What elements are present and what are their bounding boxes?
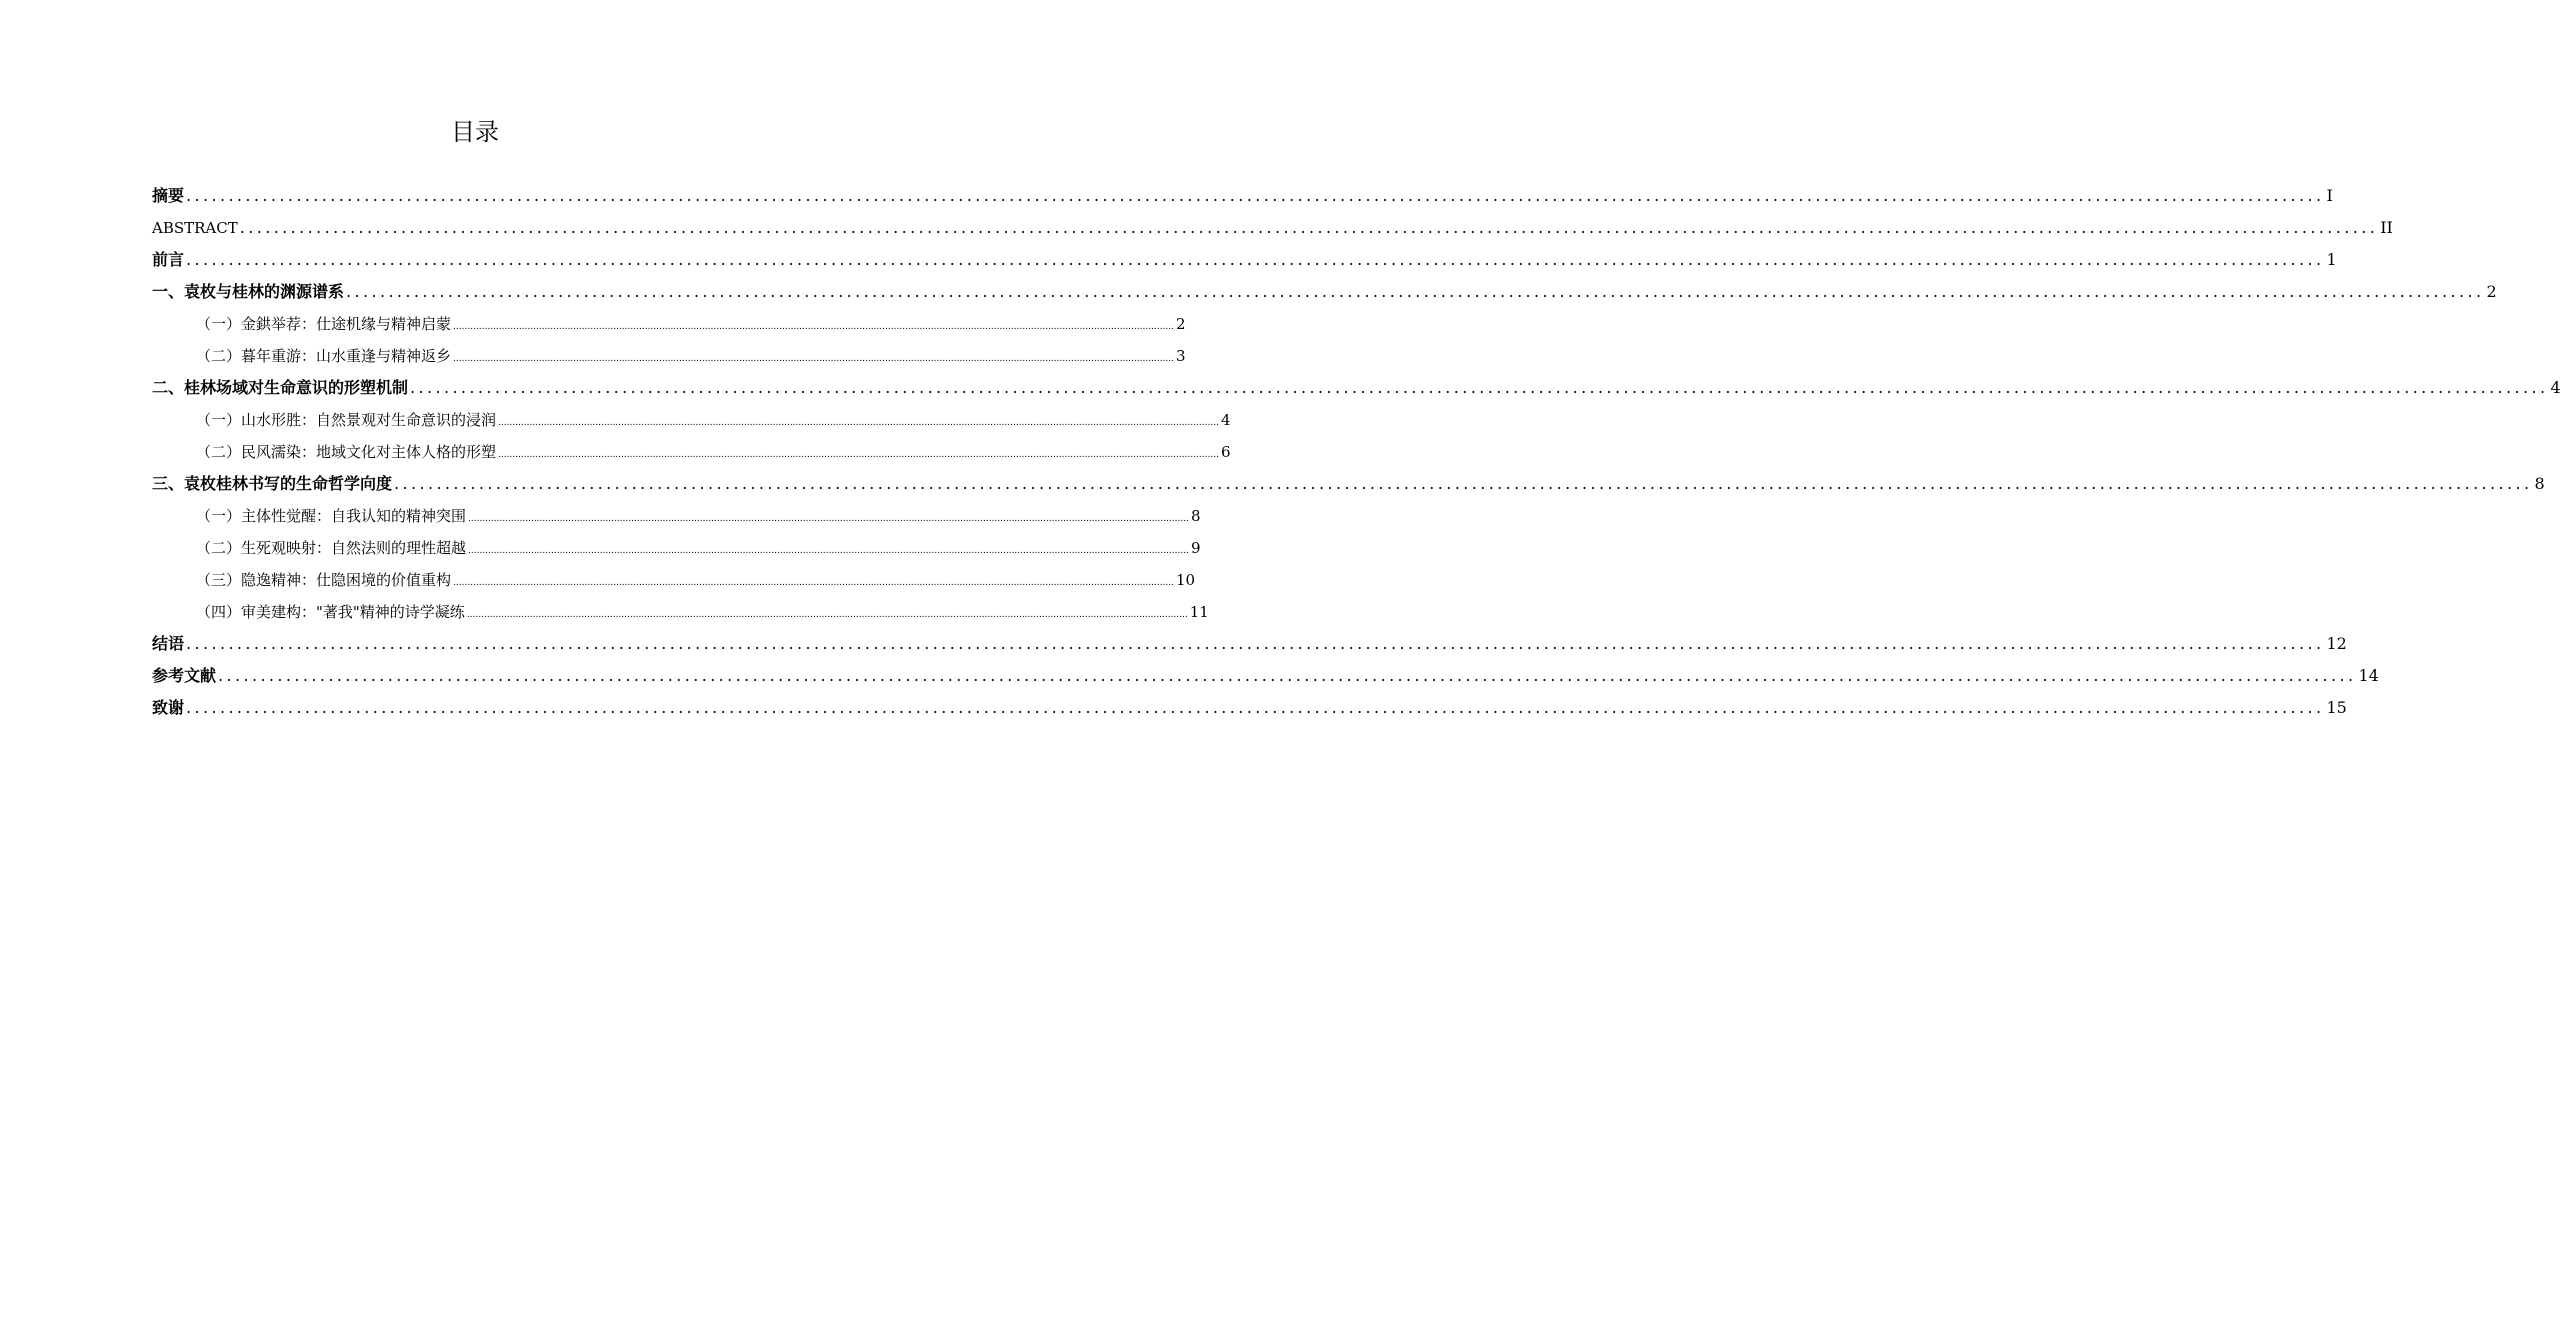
toc-entry-page: I — [2326, 186, 2333, 205]
toc-entry-page: 1 — [2326, 250, 2337, 269]
toc-entry-page: 15 — [2326, 698, 2347, 717]
toc-entry-page: 10 — [1175, 571, 1196, 589]
toc-entry-label: 参考文献 — [152, 666, 217, 685]
toc-entry-chapter-1[interactable] — [152, 276, 2497, 308]
toc-entry-label: 前言 — [152, 250, 185, 269]
toc-entry-page: 8 — [2534, 474, 2545, 493]
dot-leader: ............................................................................................................................................................................................................................................................ — [186, 634, 2325, 653]
dot-leader: ............................................................................................................................................................................................................................................................ — [186, 186, 2325, 205]
toc-entry-section-3-3[interactable] — [152, 564, 1196, 596]
toc-entry-section-1-1[interactable] — [152, 308, 1186, 340]
toc-entry-label: ABSTRACT — [152, 219, 238, 237]
toc-entry-chapter-3[interactable] — [152, 468, 2545, 500]
toc-entry-label: 二、桂林场域对生命意识的形塑机制 — [152, 378, 409, 397]
toc-entry-conclusion[interactable] — [152, 628, 2347, 660]
toc-entry-label: （一）山水形胜：自然景观对生命意识的浸润 — [196, 411, 497, 429]
toc-entry-chapter-2[interactable] — [152, 372, 2561, 404]
toc-entry-section-2-1[interactable] — [152, 404, 1231, 436]
toc-entry-abstract-en[interactable] — [152, 212, 2393, 244]
toc-entry-label: 摘要 — [152, 186, 185, 205]
dot-leader: ............................................................................................................................................................................................................................................................ — [453, 322, 1174, 332]
toc-entry-preface[interactable] — [152, 244, 2337, 276]
toc-entry-page: 12 — [2326, 634, 2347, 653]
dot-leader: ............................................................................................................................................................................................................................................................ — [410, 378, 2549, 397]
toc-entry-page: 14 — [2358, 666, 2379, 685]
toc-entry-abstract-cn[interactable] — [152, 180, 2333, 212]
page-title: 目录 — [451, 118, 499, 146]
dot-leader: ............................................................................................................................................................................................................................................................ — [394, 474, 2533, 493]
toc-entry-page: 9 — [1190, 539, 1201, 557]
table-of-contents — [152, 180, 2561, 724]
dot-leader: ............................................................................................................................................................................................................................................................ — [468, 546, 1189, 556]
toc-entry-page: 3 — [1175, 347, 1186, 365]
toc-entry-page: 11 — [1189, 603, 1209, 621]
dot-leader: ............................................................................................................................................................................................................................................................ — [468, 514, 1189, 524]
toc-entry-acknowledgements[interactable] — [152, 692, 2347, 724]
dot-leader: ............................................................................................................................................................................................................................................................ — [346, 282, 2485, 301]
toc-entry-page: 2 — [1175, 315, 1186, 333]
toc-entry-label: （一）主体性觉醒：自我认知的精神突围 — [196, 507, 467, 525]
toc-entry-section-2-2[interactable] — [152, 436, 1231, 468]
toc-entry-page: 6 — [1220, 443, 1231, 461]
toc-entry-page: 8 — [1190, 507, 1201, 525]
toc-entry-label: 三、袁枚桂林书写的生命哲学向度 — [152, 474, 393, 493]
dot-leader: ............................................................................................................................................................................................................................................................ — [239, 218, 2379, 237]
dot-leader: ............................................................................................................................................................................................................................................................ — [453, 578, 1174, 588]
toc-entry-section-3-4[interactable] — [152, 596, 1209, 628]
toc-entry-label: （四）审美建构："著我"精神的诗学凝练 — [196, 603, 465, 621]
dot-leader: ............................................................................................................................................................................................................................................................ — [186, 698, 2325, 717]
toc-entry-label: （三）隐逸精神：仕隐困境的价值重构 — [196, 571, 452, 589]
dot-leader: ............................................................................................................................................................................................................................................................ — [466, 610, 1188, 620]
toc-entry-section-3-1[interactable] — [152, 500, 1201, 532]
toc-entry-label: （二）暮年重游：山水重逢与精神返乡 — [196, 347, 452, 365]
toc-entry-section-3-2[interactable] — [152, 532, 1201, 564]
toc-entry-label: 致谢 — [152, 698, 185, 717]
toc-entry-label: 一、袁枚与桂林的渊源谱系 — [152, 282, 345, 301]
dot-leader: ............................................................................................................................................................................................................................................................ — [218, 666, 2357, 685]
toc-entry-page: 4 — [2550, 378, 2561, 397]
dot-leader: ............................................................................................................................................................................................................................................................ — [498, 450, 1219, 460]
toc-entry-section-1-2[interactable] — [152, 340, 1186, 372]
toc-entry-label: （一）金鉷举荐：仕途机缘与精神启蒙 — [196, 315, 452, 333]
dot-leader: ............................................................................................................................................................................................................................................................ — [498, 418, 1219, 428]
toc-entry-page: II — [2380, 218, 2393, 237]
toc-entry-label: （二）生死观映射：自然法则的理性超越 — [196, 539, 467, 557]
toc-entry-page: 4 — [1220, 411, 1231, 429]
toc-entry-page: 2 — [2486, 282, 2497, 301]
toc-entry-references[interactable] — [152, 660, 2379, 692]
dot-leader: ............................................................................................................................................................................................................................................................ — [453, 354, 1174, 364]
dot-leader: ............................................................................................................................................................................................................................................................ — [186, 250, 2325, 269]
toc-entry-label: （二）民风濡染：地域文化对主体人格的形塑 — [196, 443, 497, 461]
toc-entry-label: 结语 — [152, 634, 185, 653]
